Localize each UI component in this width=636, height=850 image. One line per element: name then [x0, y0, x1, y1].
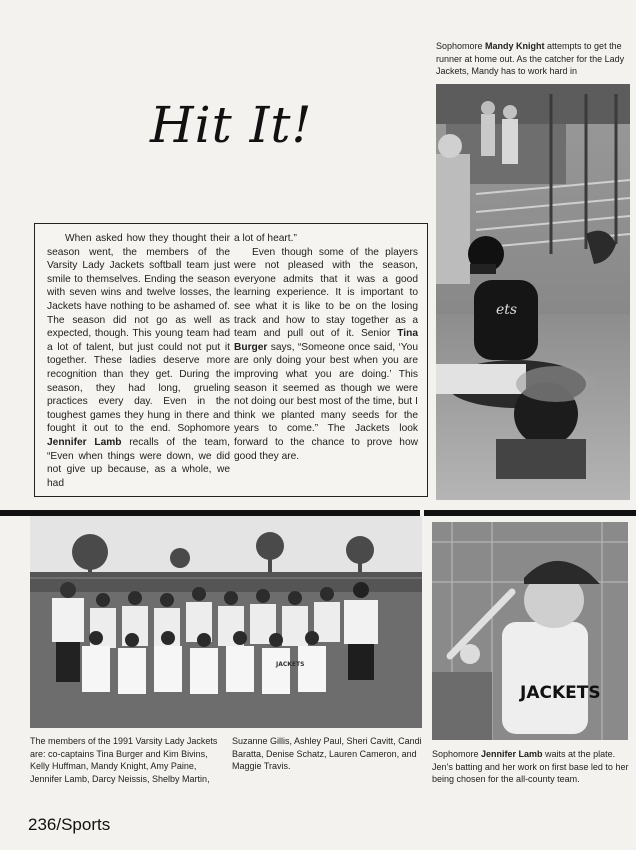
team-photo-caption-left: The members of the 1991 Varsity Lady Jackets are: co-captains Tina Burger and Kim Bivins, Kelly Huffman, Mandy Knight, Amy Paine, Jennifer Lamb, Darcy Neissis, Shelby Martin,: [30, 736, 218, 784]
story-name: Tina Burger: [234, 328, 418, 353]
story-name: Jennifer Lamb: [47, 436, 122, 448]
team-photo-drawing: [30, 516, 422, 728]
batter-photo-drawing: [432, 522, 628, 740]
story-column-right: [234, 232, 418, 463]
story-text: When asked how they thought their season went, the members of the Varsity Lady Jackets softball team just smile to themselves. Ending the season with seven wins and twelve losses, the Jackets have nothing to be ashamed of. The season did not go as well as expected, though. This young team had a lot of talent, but just could not put it together. These ladies deserve more recognition than they get. During the season, they had long, grueling practices every day. Even in the toughest games they hung in there and fought it out to the end. Sophomore: [47, 233, 230, 435]
batter-photo: [432, 522, 628, 740]
story-text: Even though some of the players were not pleased with the season, everyone admits that it was a good learning experience. It is important to see what it is like to be on the losing track and how to stay together as a team and pull out of it. Senior: [234, 246, 418, 340]
page-title: Hit It!: [150, 96, 313, 154]
story-paragraph: [47, 232, 230, 490]
story-text: recalls of the team, “Even when things were down, we did not give up because, as a whole, we had: [47, 436, 230, 489]
team-jersey-text: JACKETS: [276, 661, 305, 668]
caption-text: attempts to get the runner at home out. As the catcher for the Lady Jackets, Mandy has to work hard in: [436, 41, 625, 76]
caption-name: Mandy Knight: [485, 41, 545, 51]
story-text: says, “Someone once said, ‘You are only doing your best when you are improving what you are doing.’ This season it seemed as though we were not doing our best most of the time, but I think we planted many seeds for the years to come.” The Jackets look forward to the chance to prove how good they are.: [234, 341, 418, 462]
caption-text: waits at the plate. Jen’s batting and her work on first base led to her being chosen for the all-county team.: [432, 749, 629, 784]
story-column-left: [47, 232, 230, 490]
story-paragraph: [234, 232, 418, 246]
section-divider: [424, 510, 636, 516]
team-photo: [30, 516, 422, 728]
story-text: a lot of heart.”: [234, 233, 297, 244]
catcher-photo: [436, 84, 630, 500]
batter-jersey-text: JACKETS: [520, 683, 601, 703]
caption-name: Jennifer Lamb: [481, 749, 543, 759]
caption-text: Sophomore: [436, 41, 486, 51]
top-photo-caption: [436, 40, 628, 78]
page-folio: 236/Sports: [28, 815, 111, 834]
team-photo-caption-right: Suzanne Gillis, Ashley Paul, Sheri Cavitt, Candi Baratta, Denise Schatz, Lauren Cameron, and Maggie Travis.: [232, 736, 422, 771]
story-paragraph: [234, 246, 418, 464]
catcher-photo-drawing: [436, 84, 630, 500]
story-box: [34, 223, 428, 497]
caption-text: Sophomore: [432, 749, 482, 759]
svg-text:ets: ets: [496, 302, 518, 318]
batter-photo-caption: [432, 748, 630, 786]
